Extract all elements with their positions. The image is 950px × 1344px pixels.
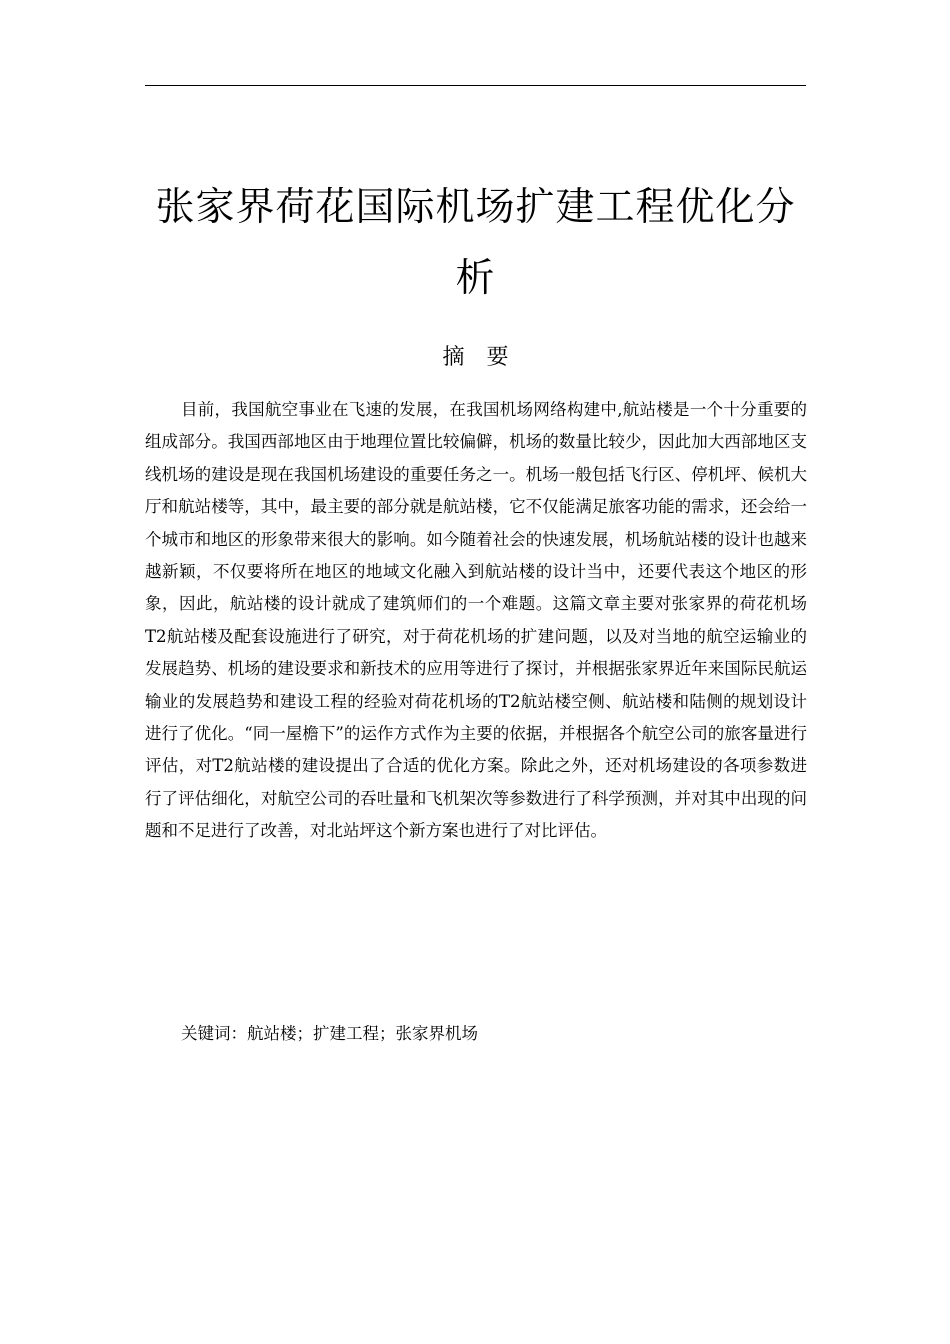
abstract-body: 目前，我国航空事业在飞速的发展，在我国机场网络构建中,航站楼是一个十分重要的组成部分。我国西部地区由于地理位置比较偏僻，机场的数量比较少，因此加大西部地区支线机场的建设是现在我国机场建设的重要任务之一。机场一般包括飞行区、停机坪、候机大厅和航站楼等，其中，最主要的部分就是航站楼，它不仅能满足旅客功能的需求，还会给一个城市和地区的形象带来很大的影响。如今随着社会的快速发展，机场航站楼的设计也越来越新颖，不仅要将所在地区的地域文化融入到航站楼的设计当中，还要代表这个地区的形象，因此，航站楼的设计就成了建筑师们的一个难题。这篇文章主要对张家界的荷花机场T2航站楼及配套设施进行了研究，对于荷花机场的扩建问题，以及对当地的航空运输业的发展趋势、机场的建设要求和新技术的应用等进行了探讨，并根据张家界近年来国际民航运输业的发展趋势和建设工程的经验对荷花机场的T2航站楼空侧、航站楼和陆侧的规划设计进行了优化。“同一屋檐下”的运作方式作为主要的依据，并根据各个航空公司的旅客量进行评估，对T2航站楼的建设提出了合适的优化方案。除此之外，还对机场建设的各项参数进行了评估细化，对航空公司的吞吐量和飞机架次等参数进行了科学预测，并对其中出现的问题和不足进行了改善，对北站坪这个新方案也进行了对比评估。 bbox=[145, 400, 807, 841]
header-rule bbox=[145, 85, 806, 86]
abstract-heading: 摘要 bbox=[442, 345, 531, 370]
keywords-line: 关键词：航站楼；扩建工程；张家界机场 bbox=[181, 1024, 478, 1043]
paper-title: 张家界荷花国际机场扩建工程优化分析 bbox=[155, 185, 796, 301]
